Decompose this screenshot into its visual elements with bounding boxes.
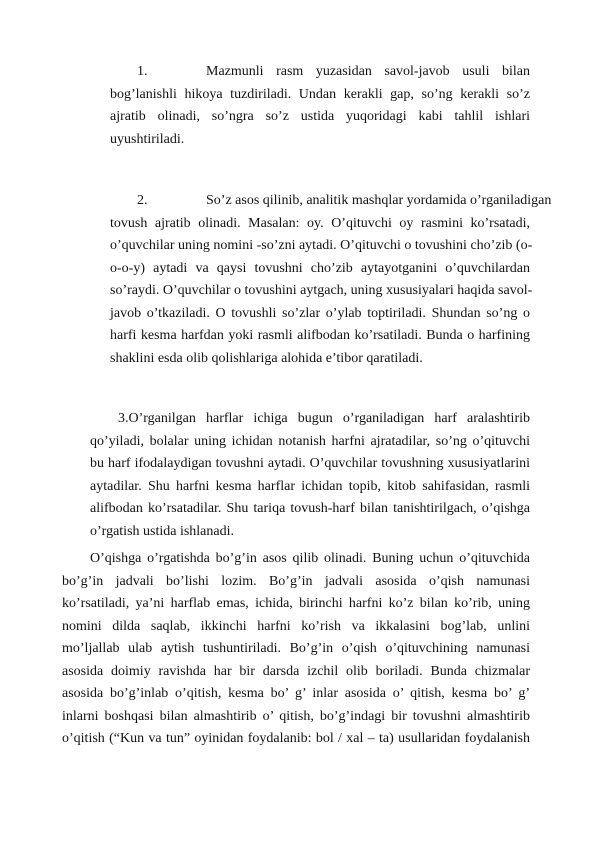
list-item-3-text-line-2: qo’yiladi, bolalar uning ichidan notanish harfni ajratadilar, so’ng o’qituvchi <box>90 433 530 449</box>
list-item-3 <box>90 408 530 543</box>
list-item-2-text-line-6: javob o’tkaziladi. O tovushli so’zlar o’ylab toptiriladi. Shundan so’ng o <box>110 305 530 321</box>
main-paragraph-line-8: inlarni boshqasi bilan almashtirib o’ qitish, bo’g’indagi bir tovushni almashtirib <box>62 708 530 724</box>
list-item-2-first-line <box>110 190 552 213</box>
list-item-2-text-line-8: shaklini esda olib qolishlariga alohida e’tibor qaratiladi. <box>110 350 423 366</box>
list-item-2-text-line-7: harfi kesma harfdan yoki rasmli alifbodan ko’rsatiladi. Bunda o harfining <box>110 328 530 343</box>
list-item-2-text-line-4: o-o-y) aytadi va qaysi tovushni cho’zib aytayotganini o’quvchilardan <box>110 260 530 276</box>
main-paragraph-line-9: o’qitish (“Kun va tun” oyinidan foydalanib: bol / xal – ta) usullaridan foydalanish <box>62 731 530 746</box>
list-item-3-text-line-6: o’rgatish ustida ishlanadi. <box>90 523 234 539</box>
list-item-3-text-line-1: 3.O’rganilgan harflar ichiga bugun o’rganiladigan harf aralashtirib <box>118 411 530 426</box>
main-paragraph-line-5: mo’ljallab ulab aytish tushuntiriladi. Bo’g’in o’qish o’qituvchining namunasi <box>62 641 530 656</box>
main-paragraph-line-2: bo’g’in jadvali bo’lishi lozim. Bo’g’in jadvali asosida o’qish namunasi <box>62 573 530 589</box>
list-item-2 <box>110 190 552 370</box>
list-item-1-text-line-3: ajratib olinadi, so’ngra so’z ustida yuqoridagi kabi tahlil ishlari <box>110 109 530 124</box>
list-item-1-text-line-2: bog’lanishli hikoya tuzdiriladi. Undan kerakli gap, so’ng kerakli so’z <box>110 86 530 102</box>
list-item-2-text-line-3: o’quvchilar uning nomini -so’zni aytadi. O’qituvchi o tovushini cho’zib (o- <box>110 238 533 253</box>
list-item-1-text-line-1: Mazmunli rasm yuzasidan savol-javob usuli bilan <box>206 64 530 79</box>
main-paragraph-line-4: nomini dilda saqlab, ikkinchi harfni ko’rish va ikkalasini bog’lab, unlini <box>62 618 530 634</box>
main-paragraph-line-7: asosida bo’g’inlab o’qitish, kesma bo’ g’ inlar asosida o’ qitish, kesma bo’ g’ <box>62 686 530 701</box>
list-item-1-text-line-4: uyushtiriladi. <box>110 131 185 147</box>
list-item-2-text-line-2: tovush ajratib olinadi. Masalan: oy. O’qituvchi oy rasmini ko’rsatadi, <box>110 215 530 231</box>
main-paragraph-line-1: O’qishga o’rgatishda bo’g’in asos qilib olinadi. Buning uchun o’qituvchida <box>90 551 530 566</box>
list-item-3-text-line-4: aytadilar. Shu harfni kesma harflar ichidan topib, kitob sahifasidan, rasmli <box>90 478 530 494</box>
main-paragraph-line-6: asosida doimiy ravishda har bir darsda izchil olib boriladi. Bunda chizmalar <box>62 663 530 679</box>
list-item-2-text-line-1: So’z asos qilinib, analitik mashqlar yordamida o’rganiladigan <box>206 193 552 208</box>
list-item-1-first-line <box>110 61 530 84</box>
list-number-2: 2. <box>137 193 148 208</box>
list-item-3-text-line-3: bu harf ifodalaydigan tovushni aytadi. O’quvchilar tovushning xususiyatlarini <box>90 456 530 471</box>
list-item-3-text-line-5: alifbodan ko’rsatadilar. Shu tariqa tovush-harf bilan tanishtirilgach, o’qishga <box>90 501 530 516</box>
list-item-1 <box>110 61 530 151</box>
list-number-1: 1. <box>137 64 148 79</box>
main-paragraph-line-3: ko’rsatiladi, ya’ni harflab emas, ichida, birinchi harfni ko’z bilan ko’rib, uning <box>62 596 530 611</box>
main-paragraph <box>62 548 530 751</box>
list-item-2-text-line-5: so’raydi. O’quvchilar o tovushini aytgach, uning xususiyalari haqida savol- <box>110 283 533 298</box>
